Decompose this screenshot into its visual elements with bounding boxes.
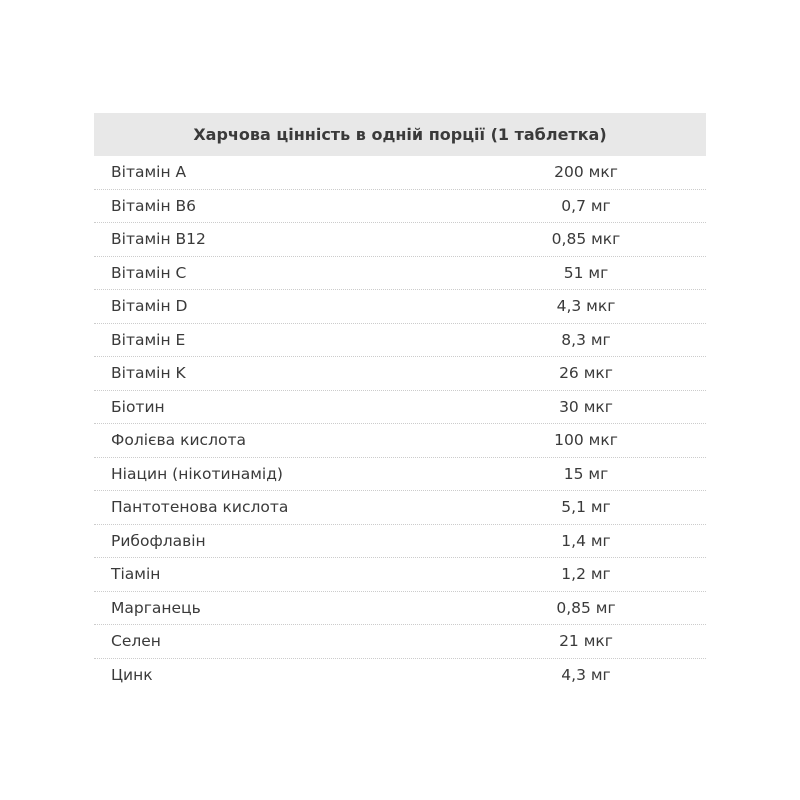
nutrient-name: Вітамін B12 xyxy=(111,230,206,249)
table-row xyxy=(94,625,706,659)
nutrient-name: Вітамін A xyxy=(111,163,187,182)
nutrient-name: Вітамін E xyxy=(111,330,186,349)
table-header: Харчова цінність в одній порції (1 таблетка) xyxy=(94,113,706,156)
nutrient-name: Селен xyxy=(111,632,161,651)
nutrition-table xyxy=(94,113,706,692)
table-row xyxy=(94,424,706,458)
table-row xyxy=(94,458,706,492)
nutrient-name: Вітамін C xyxy=(111,263,187,282)
table-row xyxy=(94,324,706,358)
nutrient-name: Пантотенова кислота xyxy=(111,498,289,517)
nutrient-amount: 0,85 мкг xyxy=(551,230,621,249)
table-row xyxy=(94,491,706,525)
table-row xyxy=(94,659,706,693)
nutrient-amount: 5,1 мг xyxy=(561,498,611,517)
nutrient-name: Цинк xyxy=(111,666,153,685)
table-row xyxy=(94,558,706,592)
table-row xyxy=(94,223,706,257)
table-row xyxy=(94,257,706,291)
table-row xyxy=(94,391,706,425)
table-row xyxy=(94,190,706,224)
nutrient-amount: 1,2 мг xyxy=(561,565,611,584)
nutrient-amount: 1,4 мг xyxy=(561,531,611,550)
nutrient-amount: 51 мг xyxy=(563,263,609,282)
table-row xyxy=(94,357,706,391)
nutrient-amount: 26 мкг xyxy=(559,364,613,383)
nutrient-amount: 100 мкг xyxy=(554,431,618,450)
nutrient-amount: 21 мкг xyxy=(559,632,613,651)
nutrient-amount: 200 мкг xyxy=(554,163,618,182)
nutrient-amount: 4,3 мг xyxy=(561,666,611,685)
nutrient-name: Вітамін K xyxy=(111,364,186,383)
nutrient-amount: 15 мг xyxy=(563,464,609,483)
table-row xyxy=(94,290,706,324)
nutrient-name: Рибофлавін xyxy=(111,531,206,550)
table-row xyxy=(94,592,706,626)
nutrient-amount: 8,3 мг xyxy=(561,330,611,349)
nutrient-name: Тіамін xyxy=(111,565,161,584)
nutrient-name: Фолієва кислота xyxy=(111,431,246,450)
table-row xyxy=(94,156,706,190)
nutrient-amount: 0,85 мг xyxy=(556,598,616,617)
nutrient-name: Марганець xyxy=(111,598,201,617)
nutrient-name: Ніацин (нікотинамід) xyxy=(111,464,283,483)
nutrient-name: Вітамін B6 xyxy=(111,196,197,215)
nutrient-name: Біотин xyxy=(111,397,165,416)
table-row xyxy=(94,525,706,559)
nutrient-name: Вітамін D xyxy=(111,297,188,316)
table-body xyxy=(94,156,706,692)
nutrient-amount: 0,7 мг xyxy=(561,196,611,215)
nutrient-amount: 30 мкг xyxy=(559,397,613,416)
nutrient-amount: 4,3 мкг xyxy=(556,297,616,316)
